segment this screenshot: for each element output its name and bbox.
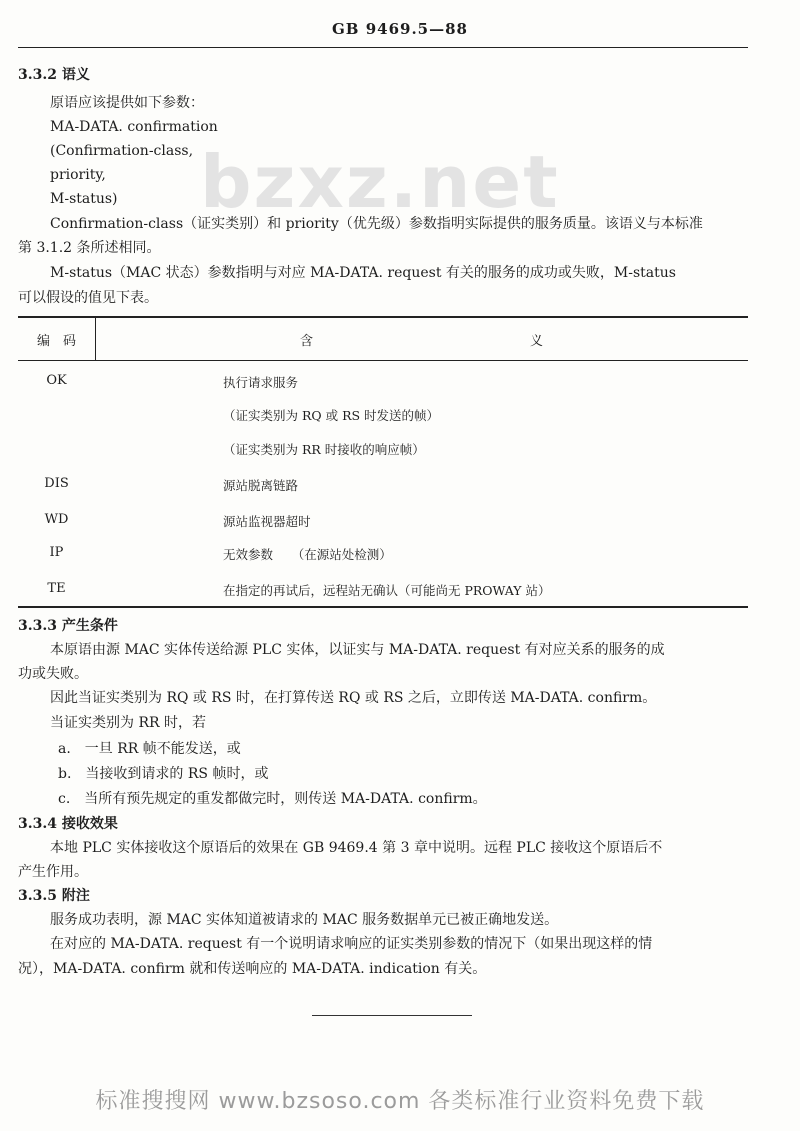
table-cell-meaning: 源站监视器超时: [223, 514, 311, 529]
list-item-b: b. 当接收到请求的 RS 帧时，或: [58, 766, 269, 782]
status-table: [18, 316, 748, 608]
table-cell-code: TE: [47, 581, 66, 596]
table-cell-meaning: 在指定的再试后，远程站无确认（可能尚无 PROWAY 站）: [223, 583, 551, 598]
paragraph-line: 本原语由源 MAC 实体传送给源 PLC 实体，以证实与 MA-DATA. request 有对应关系的服务的成: [50, 642, 665, 658]
paragraph-line: 当证实类别为 RR 时，若: [50, 715, 206, 731]
paragraph-line: MA-DATA. confirmation: [50, 119, 218, 135]
paragraph-line: 可以假设的值见下表。: [18, 290, 158, 306]
paragraph-line: (Confirmation-class,: [50, 143, 194, 159]
paragraph-line: M-status（MAC 状态）参数指明与对应 MA-DATA. request 有关的服务的成功或失败，M-status: [50, 265, 676, 281]
section-heading-3-3-3: 3.3.3 产生条件: [18, 618, 118, 634]
table-header-code: 编 码: [36, 334, 76, 349]
table-top-rule: [18, 316, 748, 318]
table-header-meaning-2: 义: [530, 334, 544, 349]
table-cell-meaning: 源站脱离链路: [223, 478, 299, 493]
paragraph-line: 原语应该提供如下参数：: [50, 95, 204, 111]
end-rule: [312, 1015, 472, 1016]
table-cell-code: IP: [49, 545, 64, 560]
header-rule: [18, 47, 748, 48]
list-item-c: c. 当所有预先规定的重发都做完时，则传送 MA-DATA. confirm。: [58, 791, 487, 807]
table-cell-code: WD: [44, 512, 69, 527]
table-cell-meaning: 无效参数 （在源站处检测）: [223, 547, 392, 562]
table-cell-meaning: 执行请求服务: [223, 375, 299, 390]
paragraph-line: 在对应的 MA-DATA. request 有一个说明请求响应的证实类别参数的情况下（如果出现这样的情: [50, 936, 653, 952]
paragraph-line: M-status): [50, 191, 118, 207]
table-cell-code: DIS: [44, 476, 69, 491]
table-cell-code: OK: [46, 373, 67, 388]
table-cell-meaning: （证实类别为 RR 时接收的响应帧）: [223, 442, 425, 457]
section-heading-3-3-4: 3.3.4 接收效果: [18, 816, 118, 832]
watermark-text: bzxz.net: [200, 140, 560, 224]
paragraph-line: 因此当证实类别为 RQ 或 RS 时，在打算传送 RQ 或 RS 之后，立即传送 MA-DATA. confirm。: [50, 690, 657, 706]
paragraph-line: 第 3.1.2 条所述相同。: [18, 240, 161, 256]
footer-banner: 标准搜搜网 www.bzsoso.com 各类标准行业资料免费下载: [95, 1089, 705, 1114]
list-item-a: a. 一旦 RR 帧不能发送，或: [58, 741, 241, 757]
table-bottom-rule: [18, 606, 748, 608]
table-header-meaning-1: 含: [300, 334, 314, 349]
paragraph-line: 产生作用。: [18, 864, 88, 880]
paragraph-line: 服务成功表明，源 MAC 实体知道被请求的 MAC 服务数据单元已被正确地发送。: [50, 912, 559, 928]
paragraph-line: 况），MA-DATA. confirm 就和传送响应的 MA-DATA. indication 有关。: [18, 961, 487, 977]
paragraph-line: Confirmation-class（证实类别）和 priority（优先级）参数指明实际提供的服务质量。该语义与本标准: [50, 216, 703, 232]
table-header-divider: [95, 316, 96, 360]
table-header-rule: [18, 360, 748, 361]
section-heading-3-3-5: 3.3.5 附注: [18, 888, 90, 904]
paragraph-line: 功或失败。: [18, 666, 88, 682]
paragraph-line: priority,: [50, 167, 106, 183]
page-header-title: GB 9469.5—88: [332, 20, 468, 38]
paragraph-line: 本地 PLC 实体接收这个原语后的效果在 GB 9469.4 第 3 章中说明。远程 PLC 接收这个原语后不: [50, 840, 663, 856]
table-cell-meaning: （证实类别为 RQ 或 RS 时发送的帧）: [223, 408, 440, 423]
section-heading-3-3-2: 3.3.2 语义: [18, 67, 90, 83]
